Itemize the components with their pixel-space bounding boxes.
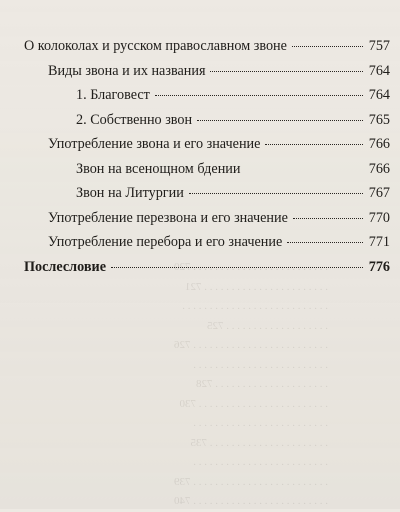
dot-leader	[287, 242, 363, 243]
toc-entry-title: Употребление перезвона и его значение	[48, 209, 288, 226]
toc-entry	[24, 235, 390, 260]
toc-entry-page-number: 766	[368, 160, 390, 177]
toc-entry-page-number: 766	[368, 136, 390, 152]
dot-leader	[210, 71, 363, 72]
toc-entry	[24, 88, 390, 113]
toc-entry-page-number: 765	[368, 111, 390, 128]
toc-entry-title: Послесловие	[24, 258, 106, 275]
toc-entry-title: Звон на всенощном бдении	[76, 160, 241, 177]
dot-leader	[155, 95, 363, 96]
toc-entry-page-number: 770	[368, 209, 390, 226]
dot-leader	[265, 144, 363, 145]
toc-entry-page-number: 767	[368, 185, 390, 201]
toc-entry-title: 2. Собственно звон	[76, 111, 193, 128]
toc-entry	[24, 64, 390, 89]
dot-leader	[197, 120, 363, 121]
toc-entry	[24, 162, 390, 187]
toc-entry-page-number: 776	[368, 258, 390, 275]
toc-entry-page-number: 757	[368, 38, 390, 54]
toc-entry-title: 1. Благовест	[76, 87, 150, 103]
toc-entry	[24, 211, 390, 236]
dot-leader	[245, 169, 363, 170]
toc-entry-page-number: 771	[368, 234, 390, 250]
toc-entry	[24, 113, 390, 138]
toc-entry	[24, 39, 390, 64]
table-of-contents	[24, 39, 390, 284]
dot-leader	[189, 193, 363, 194]
toc-entry-title: Виды звона и их названия	[48, 62, 206, 79]
toc-entry-title: Звон на Литургии	[76, 185, 184, 201]
dot-leader	[293, 218, 363, 219]
toc-entry-title: Употребление перебора и его значение	[48, 234, 283, 250]
toc-entry	[24, 186, 390, 211]
bleed-through-text: . . . . . . . . . . . . . . . . . . . . . . . . . 720 . . . . . . . . . . . . . . . . . . . . . . . 721 . . . . . . . . . . . . . . . . . . . . . . . . . . . . . . . . . . . . . . . . . . . . . . 725 . . . . . . . . . . . . . . . . . . . . . . . . . 726 . . . . . . . . . . . . . . . . . . . . . . . . . . . . . . . . . . . . . . . . . . . . . . 728 . . . . . . . . . . . . . . . . . . . . . . . . 730 . . . . . . . . . . . . . . . . . . . . . . . . . . . . . . . . . . . . . . . . . . . . . . . 735 . . . . . . . . . . . . . . . . . . . . . . . . . . . . . . . . . . . . . . . . . . . . . . . . . . 739 . . . . . . . . . . . . . . . . . . . . . . . . . 740	[174, 261, 328, 507]
toc-entry-title: О колоколах и русском православном звоне	[24, 38, 287, 54]
toc-entry-page-number: 764	[368, 87, 390, 103]
toc-entry	[24, 137, 390, 162]
toc-entry-page-number: 764	[368, 62, 390, 79]
dot-leader	[292, 46, 363, 47]
dot-leader	[111, 267, 363, 268]
toc-entry	[24, 260, 390, 285]
toc-entry-title: Употребление звона и его значение	[48, 136, 261, 152]
